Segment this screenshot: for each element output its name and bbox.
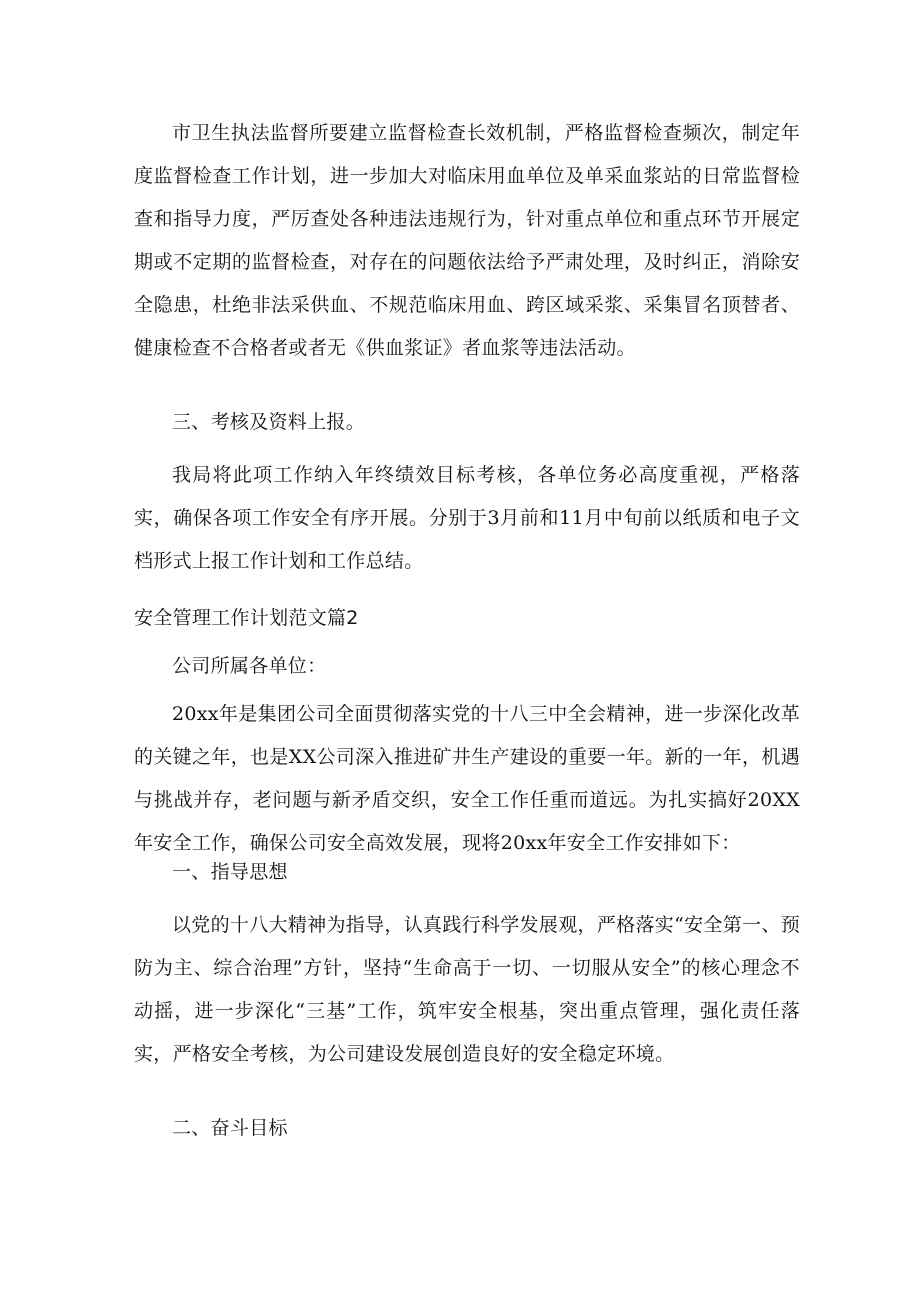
paragraph-assessment: 我局将此项工作纳入年终绩效目标考核，各单位务必高度重视，严格落实，确保各项工作安全有序开展。分别于3月前和11月中旬前以纸质和电子文档形式上报工作计划和工作总结。	[134, 464, 800, 572]
heading-goals: 二、奋斗目标	[172, 1117, 288, 1139]
heading-assessment: 三、考核及资料上报。	[172, 411, 366, 433]
paragraph-supervision: 市卫生执法监督所要建立监督检查长效机制，严格监督检查频次，制定年度监督检查工作计划，进一步加大对临床用血单位及单采血浆站的日常监督检查和指导力度，严厉查处各种违法违规行为，针对重点单位和重点环节开展定期或不定期的监督检查，对存在的问题依法给予严肃处理，及时纠正，消除安全隐患，杜绝非法采供血、不规范临床用血、跨区域采浆、采集冒名顶替者、健康检查不合格者或者无《供血浆证》者血浆等违法活动。	[134, 122, 800, 359]
section-title: 安全管理工作计划范文篇2	[134, 607, 359, 629]
paragraph-introduction: 20xx年是集团公司全面贯彻落实党的十八三中全会精神，进一步深化改革的关键之年，也是XX公司深入推进矿井生产建设的重要一年。新的一年，机遇与挑战并存，老问题与新矛盾交织，安全工作任重而道远。为扎实搞好20XX年安全工作，确保公司安全高效发展，现将20xx年安全工作安排如下：	[134, 703, 800, 854]
paragraph-guiding-ideology: 以党的十八大精神为指导，认真践行科学发展观，严格落实“安全第一、预防为主、综合治理”方针，坚持“生命高于一切、一切服从安全”的核心理念不动摇，进一步深化“三基”工作，筑牢安全根基，突出重点管理，强化责任落实，严格安全考核，为公司建设发展创造良好的安全稳定环境。	[134, 914, 800, 1065]
heading-guiding-ideology: 一、指导思想	[172, 861, 288, 883]
salutation: 公司所属各单位：	[172, 655, 327, 677]
